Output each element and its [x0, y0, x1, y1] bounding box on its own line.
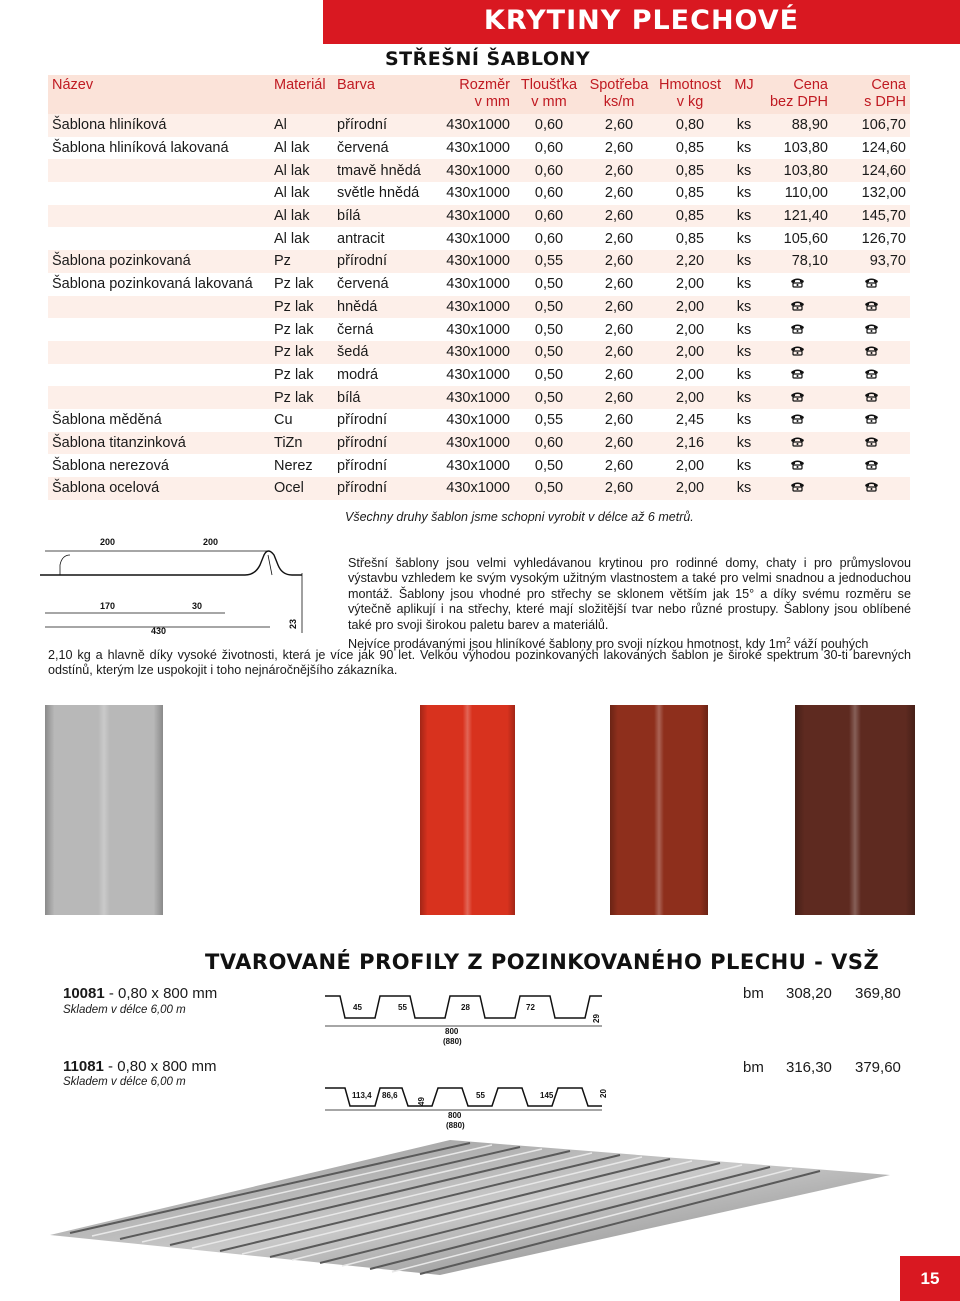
table-cell: 0,50 [514, 477, 584, 500]
table-cell: 2,60 [584, 182, 654, 205]
product-code-11081: 11081 - 0,80 x 800 mm [63, 1058, 217, 1075]
table-cell: 430x1000 [436, 182, 514, 205]
table-cell [48, 159, 270, 182]
table-cell: 430x1000 [436, 114, 514, 137]
sablona-photo-dark-brown [795, 705, 915, 915]
phone-icon [832, 432, 910, 455]
table-row [48, 432, 910, 455]
product-code-10081: 10081 - 0,80 x 800 mm [63, 985, 218, 1002]
price-table [48, 75, 910, 500]
table-cell [48, 318, 270, 341]
table-cell: 430x1000 [436, 364, 514, 387]
trapezoidal-sheet-photo [30, 1135, 935, 1280]
table-cell: Al lak [270, 205, 333, 228]
table-cell: 0,60 [514, 159, 584, 182]
table-cell: 0,60 [514, 182, 584, 205]
table-cell: Šablona hliníková lakovaná [48, 137, 270, 160]
table-row [48, 250, 910, 273]
table-cell: 0,60 [514, 205, 584, 228]
table-cell: přírodní [333, 432, 436, 455]
product-price: 316,30 [786, 1059, 832, 1076]
table-cell: 430x1000 [436, 409, 514, 432]
table-cell: 2,20 [654, 250, 726, 273]
table-cell: 0,50 [514, 386, 584, 409]
table-row [48, 409, 910, 432]
table-cell: 2,60 [584, 318, 654, 341]
table-cell: ks [726, 273, 762, 296]
table-cell: 0,85 [654, 227, 726, 250]
sablona-profile-diagram [40, 533, 310, 643]
table-cell: 430x1000 [436, 273, 514, 296]
phone-icon [832, 318, 910, 341]
table-cell: 2,00 [654, 318, 726, 341]
table-cell: ks [726, 159, 762, 182]
table-cell: 106,70 [832, 114, 910, 137]
table-cell: 2,00 [654, 386, 726, 409]
table-cell: 2,60 [584, 114, 654, 137]
table-cell: 0,60 [514, 227, 584, 250]
product-price: 308,20 [786, 985, 832, 1002]
table-cell: ks [726, 477, 762, 500]
description-paragraph-1: Střešní šablony jsou velmi vyhledávanou krytinou pro rodinné domy, chaty i pro průmyslovou výstavbu vzhledem ke svým vysokým užitným vlastnostem a také pro velmi snadnou a jednoduchou montáž. Šablony jsou vhodné pro střechy se sklonem větším jak 15° a díky svému rozměru se výtečně aplikují i na střechy, které mají složitější tvar nebo různé prostupy. Šablony jsou oblíbené také pro svoji širokou paletu barev a materiálů. [348, 556, 911, 632]
description-paragraph-3: 2,10 kg a hlavně díky vysoké životnosti, která je více jak 90 let. Velkou výhodou pozinkovaných lakovaných šablon je široké spektrum 30-ti barevných odstínů, kterým lze uspokojit i toho nejnáročnějšího zákazníka. [48, 648, 911, 678]
table-row [48, 477, 910, 500]
table-cell: 0,60 [514, 137, 584, 160]
table-cell: 0,85 [654, 159, 726, 182]
table-cell: 2,45 [654, 409, 726, 432]
dim-label: 145 [540, 1091, 554, 1100]
table-cell: 0,50 [514, 273, 584, 296]
table-row [48, 137, 910, 160]
table-row [48, 227, 910, 250]
table-cell: 2,00 [654, 296, 726, 319]
phone-icon [762, 341, 832, 364]
table-cell: 93,70 [832, 250, 910, 273]
table-cell: 124,60 [832, 159, 910, 182]
phone-icon [762, 364, 832, 387]
dim-label: 72 [526, 1003, 535, 1012]
table-cell: TiZn [270, 432, 333, 455]
table-cell [48, 386, 270, 409]
table-cell: Al lak [270, 137, 333, 160]
table-cell: Pz lak [270, 386, 333, 409]
phone-icon [762, 409, 832, 432]
table-cell: Šablona pozinkovaná [48, 250, 270, 273]
table-row [48, 114, 910, 137]
description-paragraph-2: Nejvíce prodávanými jsou hliníkové šablony pro svoji nízkou hmotnost, kdy $1m^2$ váží pouhých [348, 636, 869, 652]
table-cell: 110,00 [762, 182, 832, 205]
table-cell: 121,40 [762, 205, 832, 228]
table-cell [48, 227, 270, 250]
table-cell: Cu [270, 409, 333, 432]
table-cell: 132,00 [832, 182, 910, 205]
phone-icon [762, 273, 832, 296]
table-cell: 430x1000 [436, 477, 514, 500]
table-cell: 2,60 [584, 341, 654, 364]
table-cell: Šablona hliníková [48, 114, 270, 137]
table-cell: ks [726, 364, 762, 387]
table-cell: 2,00 [654, 454, 726, 477]
table-cell: 2,60 [584, 477, 654, 500]
table-row [48, 386, 910, 409]
sablona-photo-aluminium [45, 705, 163, 915]
table-row [48, 341, 910, 364]
table-cell [48, 296, 270, 319]
dim-label: (880) [446, 1121, 465, 1130]
dim-label: 23 [288, 618, 298, 629]
table-cell: 0,60 [514, 114, 584, 137]
product-unit: bm [743, 985, 764, 1002]
profile-10081-diagram [320, 990, 620, 1050]
table-cell: ks [726, 296, 762, 319]
table-cell: ks [726, 182, 762, 205]
table-cell: ks [726, 409, 762, 432]
dim-label: 55 [476, 1091, 485, 1100]
table-cell: 430x1000 [436, 454, 514, 477]
table-cell: 103,80 [762, 137, 832, 160]
table-cell: 2,60 [584, 273, 654, 296]
table-cell: Šablona titanzinková [48, 432, 270, 455]
dim-label: 113,4 [352, 1091, 372, 1100]
table-cell: 0,50 [514, 296, 584, 319]
table-cell: 0,60 [514, 432, 584, 455]
table-cell: 2,60 [584, 159, 654, 182]
table-cell: ks [726, 250, 762, 273]
table-cell: 2,00 [654, 273, 726, 296]
table-cell: Pz lak [270, 341, 333, 364]
profile-11081-diagram [320, 1080, 620, 1132]
table-cell: Pz lak [270, 273, 333, 296]
table-cell: přírodní [333, 250, 436, 273]
table-cell: 2,16 [654, 432, 726, 455]
table-cell: Šablona nerezová [48, 454, 270, 477]
table-cell: ks [726, 454, 762, 477]
table-cell: 430x1000 [436, 341, 514, 364]
phone-icon [762, 477, 832, 500]
table-cell: ks [726, 318, 762, 341]
dim-label: 170 [100, 601, 116, 611]
col-header-price: Cena bez DPH [762, 75, 832, 114]
table-cell: 126,70 [832, 227, 910, 250]
phone-icon [832, 296, 910, 319]
table-cell: 0,85 [654, 182, 726, 205]
dim-label: 29 [592, 1014, 601, 1023]
table-cell: šedá [333, 341, 436, 364]
table-cell: 2,60 [584, 137, 654, 160]
table-cell: 2,00 [654, 341, 726, 364]
table-cell: červená [333, 273, 436, 296]
table-cell: přírodní [333, 114, 436, 137]
table-cell: 430x1000 [436, 250, 514, 273]
table-cell: bílá [333, 386, 436, 409]
table-cell [48, 364, 270, 387]
dim-label: 30 [192, 601, 203, 611]
table-cell: tmavě hnědá [333, 159, 436, 182]
col-header-consumption: Spotřeba ks/m [584, 75, 654, 114]
table-cell: Šablona pozinkovaná lakovaná [48, 273, 270, 296]
table-cell: 2,60 [584, 409, 654, 432]
table-row [48, 273, 910, 296]
table-cell [48, 205, 270, 228]
table-cell: 78,10 [762, 250, 832, 273]
table-row [48, 318, 910, 341]
dim-label: 800 [448, 1111, 462, 1120]
table-cell: 2,00 [654, 477, 726, 500]
table-cell: 0,50 [514, 341, 584, 364]
table-cell: 430x1000 [436, 227, 514, 250]
table-cell: světle hnědá [333, 182, 436, 205]
dim-label: 20 [599, 1089, 608, 1098]
table-cell: Pz lak [270, 364, 333, 387]
table-cell: Pz lak [270, 318, 333, 341]
dim-label: 28 [461, 1003, 470, 1012]
table-header-row [48, 75, 910, 114]
table-cell: 2,60 [584, 386, 654, 409]
table-cell: Šablona měděná [48, 409, 270, 432]
header-bar [323, 0, 960, 44]
product-price-vat: 379,60 [855, 1059, 901, 1076]
table-cell: 0,50 [514, 454, 584, 477]
table-cell: červená [333, 137, 436, 160]
table-cell: 2,60 [584, 432, 654, 455]
table-cell: hnědá [333, 296, 436, 319]
table-cell: 124,60 [832, 137, 910, 160]
col-header-weight: Hmotnost v kg [654, 75, 726, 114]
col-header-name: Název [48, 75, 270, 114]
dim-label: 86,6 [382, 1091, 398, 1100]
dim-label: 49 [417, 1097, 426, 1106]
table-cell: Al lak [270, 227, 333, 250]
product-stock: Skladem v délce 6,00 m [63, 1076, 186, 1088]
length-note: Všechny druhy šablon jsme schopni vyrobit v délce až 6 metrů. [345, 510, 694, 524]
table-cell: 2,60 [584, 296, 654, 319]
table-cell: přírodní [333, 454, 436, 477]
phone-icon [762, 386, 832, 409]
table-cell: ks [726, 432, 762, 455]
table-row [48, 205, 910, 228]
phone-icon [832, 273, 910, 296]
table-cell: Ocel [270, 477, 333, 500]
table-cell: Pz [270, 250, 333, 273]
dim-label: (880) [443, 1037, 462, 1046]
table-row [48, 182, 910, 205]
product-price-vat: 369,80 [855, 985, 901, 1002]
table-cell: 0,50 [514, 318, 584, 341]
table-cell: 0,55 [514, 409, 584, 432]
table-row [48, 159, 910, 182]
table-cell: Al lak [270, 182, 333, 205]
table-cell: Al [270, 114, 333, 137]
sablona-photo-brown [610, 705, 708, 915]
table-cell: 430x1000 [436, 432, 514, 455]
table-row [48, 454, 910, 477]
page-number: 15 [900, 1256, 960, 1301]
table-cell: 145,70 [832, 205, 910, 228]
table-cell: ks [726, 227, 762, 250]
table-cell: Nerez [270, 454, 333, 477]
table-cell: 2,60 [584, 205, 654, 228]
table-cell: přírodní [333, 409, 436, 432]
col-header-price-vat: Cena s DPH [832, 75, 910, 114]
page-title: KRYTINY PLECHOVÉ [483, 5, 800, 36]
table-cell: 2,60 [584, 454, 654, 477]
table-cell: 88,90 [762, 114, 832, 137]
product-stock: Skladem v délce 6,00 m [63, 1004, 186, 1016]
phone-icon [832, 454, 910, 477]
dim-label: 45 [353, 1003, 362, 1012]
phone-icon [762, 454, 832, 477]
table-cell: černá [333, 318, 436, 341]
dim-label: 55 [398, 1003, 407, 1012]
table-cell: bílá [333, 205, 436, 228]
table-cell [48, 341, 270, 364]
sablona-photo-red [420, 705, 515, 915]
table-cell: ks [726, 205, 762, 228]
table-cell [48, 182, 270, 205]
table-cell: 0,80 [654, 114, 726, 137]
table-cell: Šablona ocelová [48, 477, 270, 500]
dim-label: 200 [203, 537, 219, 547]
table-cell: ks [726, 114, 762, 137]
table-cell: 2,60 [584, 364, 654, 387]
table-cell: 0,50 [514, 364, 584, 387]
phone-icon [832, 409, 910, 432]
table-cell: 430x1000 [436, 205, 514, 228]
col-header-unit: MJ [726, 75, 762, 114]
product-unit: bm [743, 1059, 764, 1076]
section-title-profiles: TVAROVANÉ PROFILY Z POZINKOVANÉHO PLECHU - VSŽ [205, 950, 880, 974]
table-cell: modrá [333, 364, 436, 387]
phone-icon [832, 477, 910, 500]
section-title-sablony: STŘEŠNÍ ŠABLONY [385, 48, 591, 70]
table-cell: Pz lak [270, 296, 333, 319]
col-header-color: Barva [333, 75, 436, 114]
table-cell: ks [726, 137, 762, 160]
table-cell: 430x1000 [436, 137, 514, 160]
table-cell: přírodní [333, 477, 436, 500]
table-cell: 0,85 [654, 205, 726, 228]
phone-icon [762, 296, 832, 319]
table-cell: ks [726, 386, 762, 409]
phone-icon [762, 318, 832, 341]
phone-icon [832, 364, 910, 387]
table-cell: ks [726, 341, 762, 364]
phone-icon [762, 432, 832, 455]
table-cell: 2,60 [584, 227, 654, 250]
phone-icon [832, 386, 910, 409]
dim-label: 430 [151, 626, 167, 636]
col-header-size: Rozměr v mm [436, 75, 514, 114]
table-cell: 2,60 [584, 250, 654, 273]
table-cell: 430x1000 [436, 318, 514, 341]
table-row [48, 296, 910, 319]
col-header-material: Materiál [270, 75, 333, 114]
table-cell: 0,85 [654, 137, 726, 160]
phone-icon [832, 341, 910, 364]
table-cell: 430x1000 [436, 386, 514, 409]
table-cell: 105,60 [762, 227, 832, 250]
dim-label: 800 [445, 1027, 459, 1036]
table-cell: 2,00 [654, 364, 726, 387]
table-cell: Al lak [270, 159, 333, 182]
table-cell: antracit [333, 227, 436, 250]
table-cell: 0,55 [514, 250, 584, 273]
table-row [48, 364, 910, 387]
table-cell: 103,80 [762, 159, 832, 182]
col-header-thickness: Tloušťka v mm [514, 75, 584, 114]
table-cell: 430x1000 [436, 159, 514, 182]
dim-label: 200 [100, 537, 116, 547]
table-cell: 430x1000 [436, 296, 514, 319]
